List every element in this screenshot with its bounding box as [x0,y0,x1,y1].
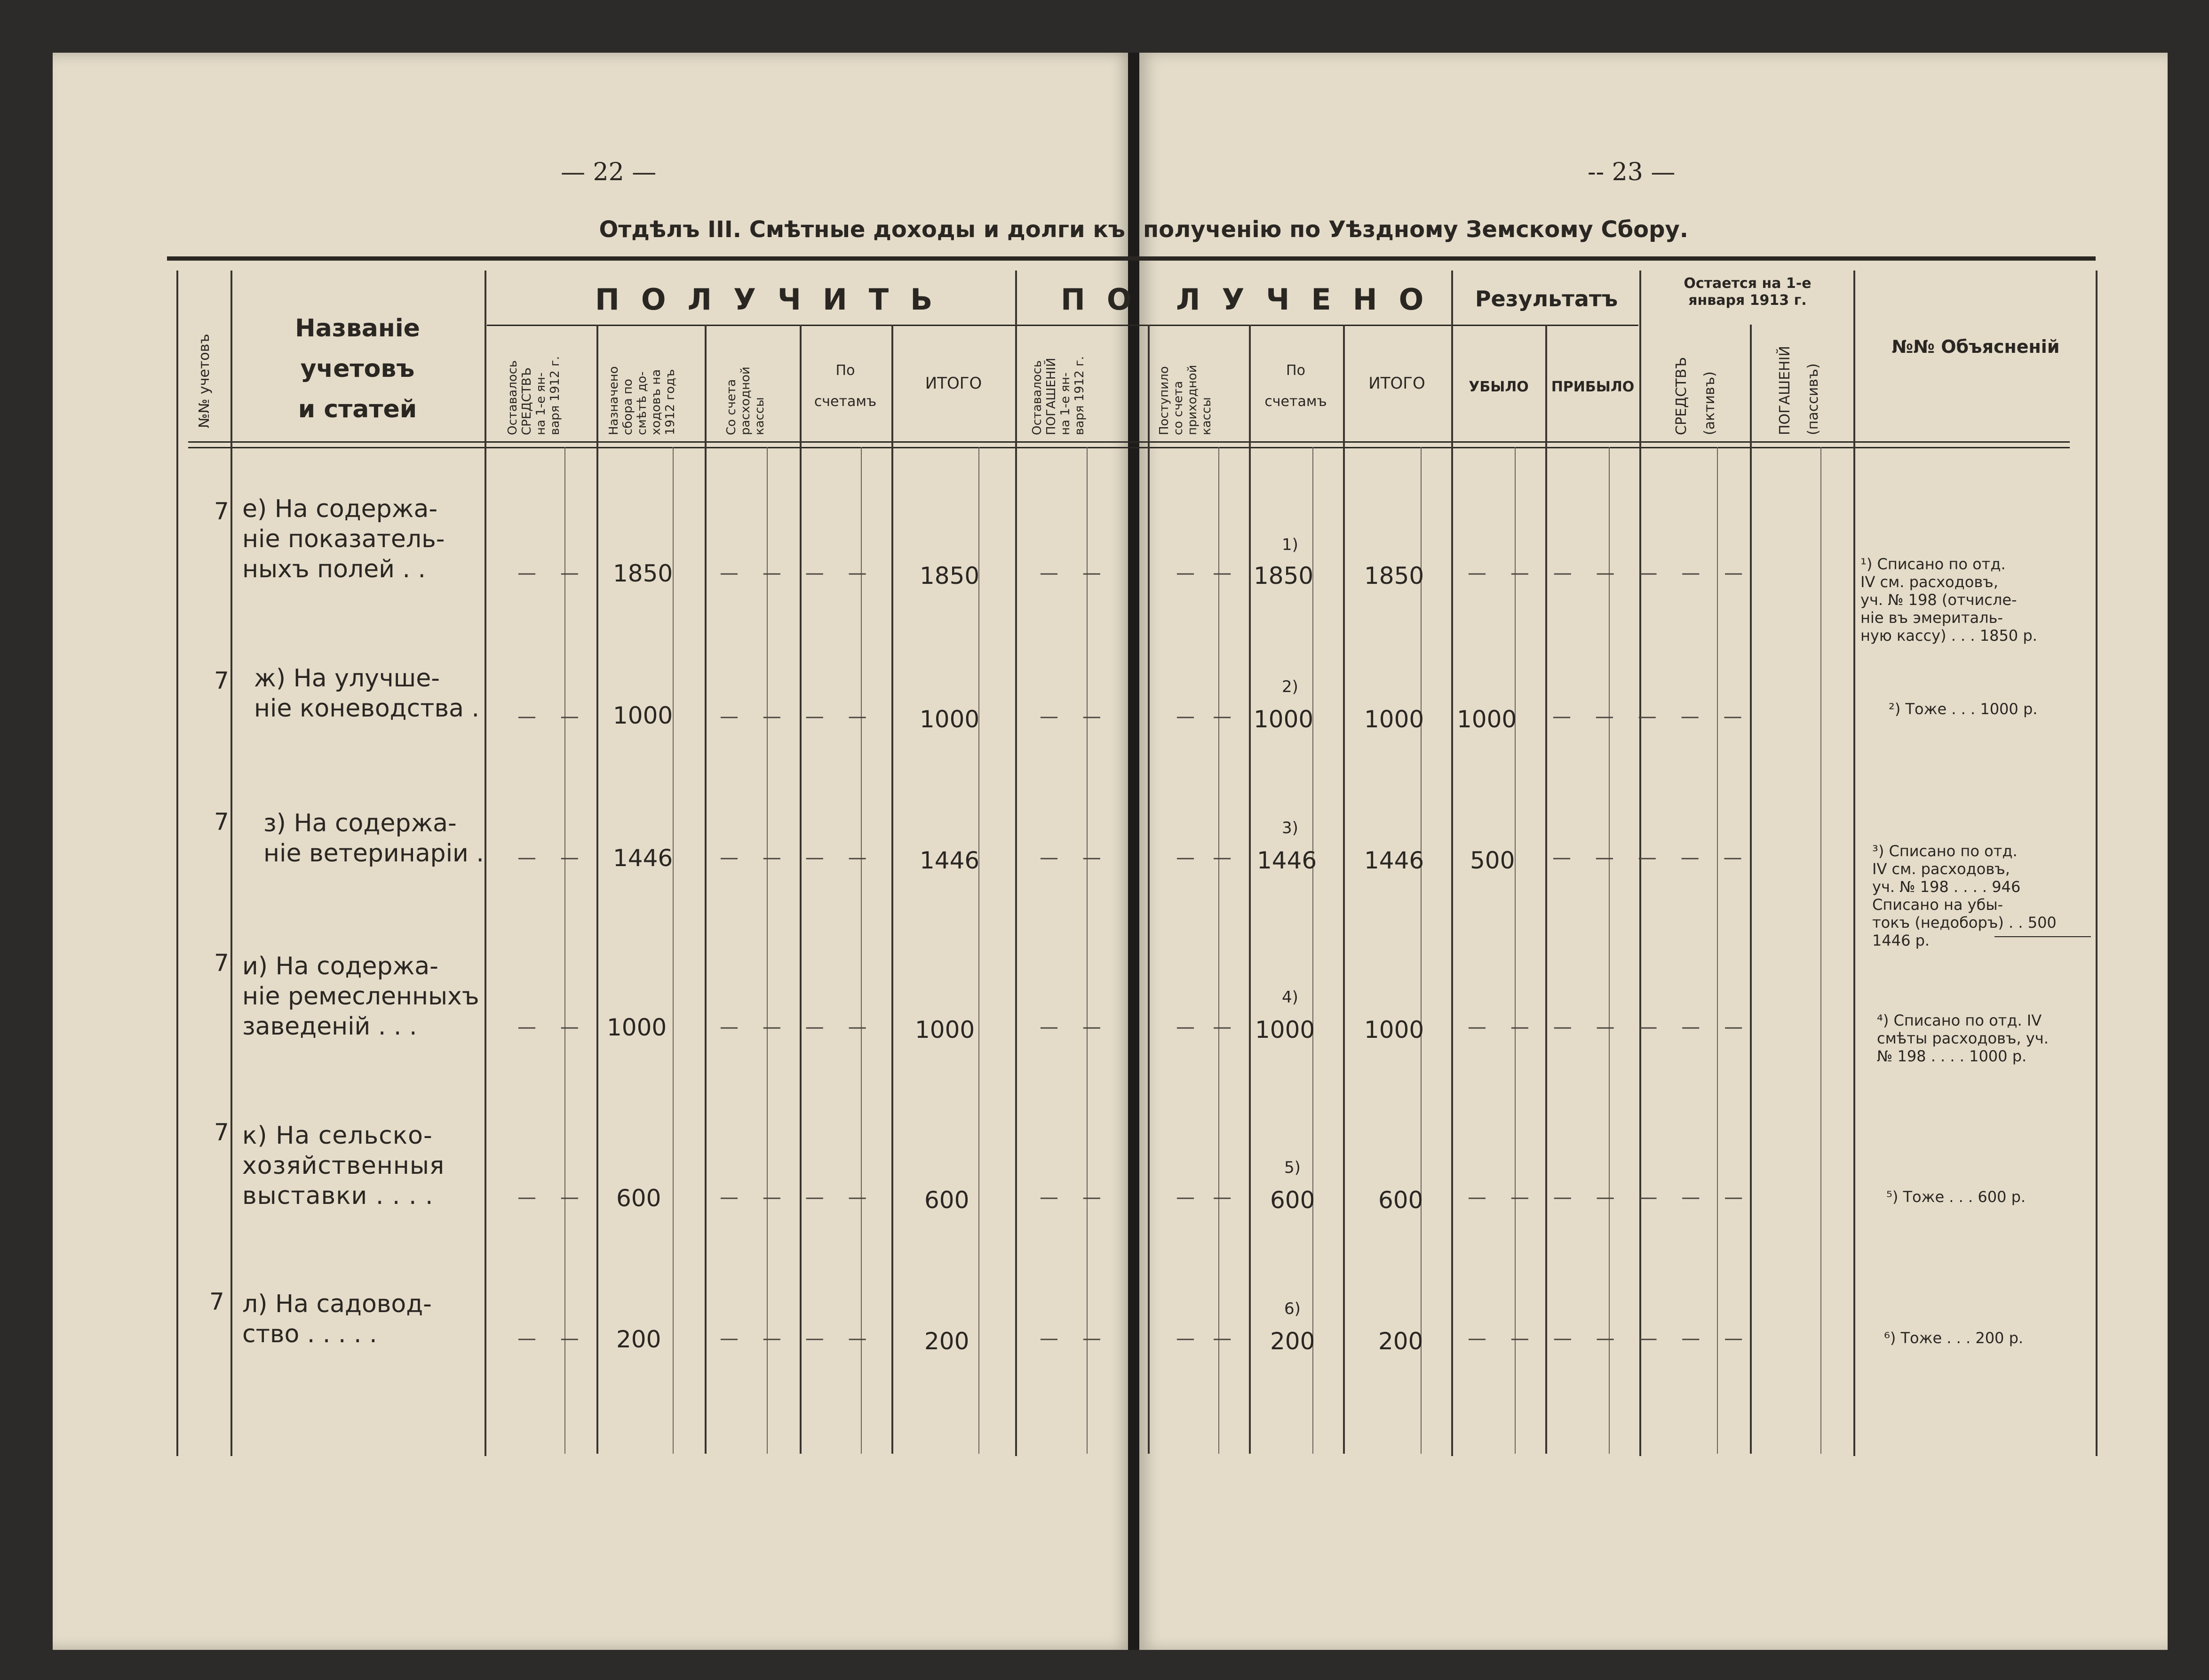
header-bottom-rule-2 [188,447,2070,448]
header-poluchit: ПОЛУЧИТЬ [595,282,954,317]
cell-mark: 5) [1284,1158,1301,1177]
empty-cell-dashes: — — [517,847,579,868]
cell-mark: 2) [1282,677,1298,696]
poluchit-rule [487,325,1451,326]
empty-cell-dashes: — — [517,1016,579,1038]
empty-cell-dashes: — — — — [720,562,867,584]
empty-cell-dashes: — — — — — — — [1468,1186,1743,1208]
sub-col-line [1087,447,1088,1454]
sum-rule [1994,936,2091,937]
cell-explanation: ¹) Списано по отд. IV см. расходовъ, уч. № 198 (отчисле- ніе въ эмериталь- ную кассу) . . . 1850 р. [1860,555,2037,645]
cell-explanation: ⁵) Тоже . . . 600 р. [1886,1188,2026,1206]
cell-ubylo: 500 [1470,847,1515,874]
cell-mark: 6) [1284,1299,1301,1318]
cell-itogo-r: 1000 [1364,1016,1424,1043]
empty-cell-dashes: — — — — — — — [1468,1328,1743,1349]
cell-po-schetam: 200 [1270,1328,1315,1355]
empty-cell-dashes: — — [1176,562,1232,584]
empty-cell-dashes: — — [1040,1328,1101,1349]
row-num: 7 [214,1119,229,1146]
sub-col-line [1609,447,1610,1454]
empty-cell-dashes: — — [517,1186,579,1208]
title-right: полученію по Уѣздному Земскому Сбору. [1143,216,1689,243]
table-top-rule [167,256,2096,261]
header-po-schetam: По счетамъ [814,362,877,410]
header-sredstv: СРЕДСТВЪ (активъ) [1673,357,1718,435]
row-num: 7 [214,808,229,836]
col-line [1015,271,1017,1456]
cell-po-schetam: 1000 [1254,706,1314,733]
header-name: Названіе учетовъ и статей [295,314,420,423]
empty-cell-dashes: — — [517,706,579,727]
cell-naznacheno: 1000 [607,1014,667,1041]
header-num: №№ учетовъ [196,334,213,428]
header-ubylo: УБЫЛО [1469,379,1529,395]
col-line [230,271,232,1456]
header-pribylo: ПРИБЫЛО [1551,379,1635,395]
sub-col-line [1421,447,1422,1454]
header-polucheno-right: ЛУЧЕНО [1176,282,1446,317]
header-polucheno-left: ПО [1061,282,1153,317]
empty-cell-dashes: — — [1176,1186,1232,1208]
empty-cell-dashes: — — [517,1328,579,1349]
header-so-scheta-rashod: Со счета расходной кассы [724,366,767,435]
sub-col-line [978,447,979,1454]
cell-naznacheno: 200 [616,1326,661,1353]
col-line [485,271,486,1456]
empty-cell-dashes: — — [1040,706,1101,727]
page-number-left: — 22 — [561,158,657,186]
sub-col-line [564,447,565,1454]
cell-itogo: 1000 [920,706,980,733]
cell-explanation: ⁶) Тоже . . . 200 р. [1884,1329,2024,1347]
empty-cell-dashes: — — [1040,562,1101,584]
cell-ubylo: 1000 [1457,706,1517,733]
empty-cell-dashes: — — — — — — — [1468,562,1743,584]
cell-mark: 1) [1282,535,1298,554]
col-line [176,271,178,1456]
header-itogo-r: ИТОГО [1368,374,1425,393]
empty-cell-dashes: — — — — [720,1328,867,1349]
cell-explanation: ³) Списано по отд. IV см. расходовъ, уч. № 198 . . . . 946 Списано на убы- токъ (недоборъ) . . 500 1446 р. [1872,842,2057,949]
empty-cell-dashes: — — [1040,1186,1101,1208]
sub-col-line [1312,447,1313,1454]
cell-po-schetam: 1446 [1257,847,1317,874]
empty-cell-dashes: — — — — — [1552,847,1742,868]
row-name: и) На содержа- ніе ремесленныхъ заведеній . . . [242,952,479,1041]
header-postupilo: Поступило со счета приходной кассы [1157,365,1214,435]
col-line [1451,271,1453,1456]
col-line [1249,325,1251,1454]
cell-mark: 4) [1282,988,1298,1007]
row-name: з) На содержа- ніе ветеринаріи . [263,809,484,868]
empty-cell-dashes: — — — — [720,1186,867,1208]
page-number-right: -- 23 — [1588,158,1676,186]
empty-cell-dashes: — — — — [720,706,867,727]
col-line [1750,325,1752,1454]
cell-itogo-r: 200 [1378,1328,1423,1355]
empty-cell-dashes: — — [1176,847,1232,868]
header-bottom-rule [188,441,2070,443]
col-line [596,325,598,1454]
sub-col-line [767,447,768,1454]
empty-cell-dashes: — — — — — [1552,706,1742,727]
empty-cell-dashes: — — [1040,1016,1101,1038]
cell-naznacheno: 1850 [613,560,673,587]
cell-po-schetam: 600 [1270,1186,1315,1214]
header-rezultat: Результатъ [1475,286,1618,311]
col-line [891,325,893,1454]
cell-naznacheno: 600 [616,1185,661,1212]
empty-cell-dashes: — — — — [720,1016,867,1038]
cell-naznacheno: 1000 [613,702,673,729]
cell-itogo-r: 1000 [1364,706,1424,733]
cell-explanation: ²) Тоже . . . 1000 р. [1889,700,2038,718]
sub-col-line [1515,447,1516,1454]
header-po-schetam-r: По счетамъ [1264,362,1327,410]
sub-col-line [1820,447,1821,1454]
title-left: Отдѣлъ III. Смѣтные доходы и долги къ [599,216,1125,243]
sub-col-line [673,447,674,1454]
cell-naznacheno: 1446 [613,844,673,872]
row-num: 7 [209,1288,224,1315]
empty-cell-dashes: — — [1176,1328,1232,1349]
sub-col-line [861,447,862,1454]
cell-itogo-r: 600 [1378,1186,1423,1214]
header-ostavalos-sredstv: Оставалось СРЕДСТВЪ на 1-е ян- варя 1912 г. [506,356,562,435]
col-line [1853,271,1855,1456]
col-line [2096,271,2098,1456]
sub-col-line [1717,447,1718,1454]
header-ostavalos-pogasheniy: Оставалось ПОГАШЕНІЙ на 1-е ян- варя 1912 г. [1030,356,1087,435]
row-num: 7 [214,949,229,977]
cell-itogo-r: 1446 [1364,847,1424,874]
cell-po-schetam: 1850 [1254,562,1314,589]
header-naznacheno: Назначено сбора по смѣтѣ до- ходовъ на 1912 годъ [607,366,677,435]
empty-cell-dashes: — — [517,562,579,584]
col-line [1343,325,1345,1454]
empty-cell-dashes: — — — — [720,847,867,868]
col-line [800,325,802,1454]
cell-explanation: ⁴) Списано по отд. IV смѣты расходовъ, уч. № 198 . . . . 1000 р. [1877,1011,2049,1065]
col-line [1545,325,1547,1454]
cell-itogo: 1850 [920,562,980,589]
row-name: ж) На улучше- ніе коневодства . [254,664,480,723]
cell-mark: 3) [1282,819,1298,837]
cell-itogo: 1446 [920,847,980,874]
row-name: л) На садовод- ство . . . . . [242,1290,432,1348]
empty-cell-dashes: — — [1176,1016,1232,1038]
header-itogo: ИТОГО [925,374,982,393]
sub-col-line [1218,447,1219,1454]
row-num: 7 [214,667,229,694]
cell-itogo: 600 [924,1186,969,1214]
col-line [1148,325,1150,1454]
cell-itogo: 1000 [915,1016,975,1043]
empty-cell-dashes: — — — — — — — [1468,1016,1743,1038]
header-obyasneniya: №№ Объясненій [1891,336,2060,357]
row-num: 7 [214,498,229,525]
cell-itogo-r: 1850 [1364,562,1424,589]
col-line [705,325,707,1454]
row-name: е) На содержа- ніе показатель- ныхъ полей . . [242,495,445,583]
cell-po-schetam: 1000 [1255,1016,1315,1043]
row-name: к) На сельско- хозяйственныя выставки . . . . [242,1122,445,1210]
empty-cell-dashes: — — [1040,847,1101,868]
empty-cell-dashes: — — [1176,706,1232,727]
header-pogasheniy: ПОГАШЕНІЙ (пассивъ) [1777,346,1821,435]
header-ostaetsya: Остается на 1-е января 1913 г. [1684,275,1812,309]
cell-itogo: 200 [924,1328,969,1355]
